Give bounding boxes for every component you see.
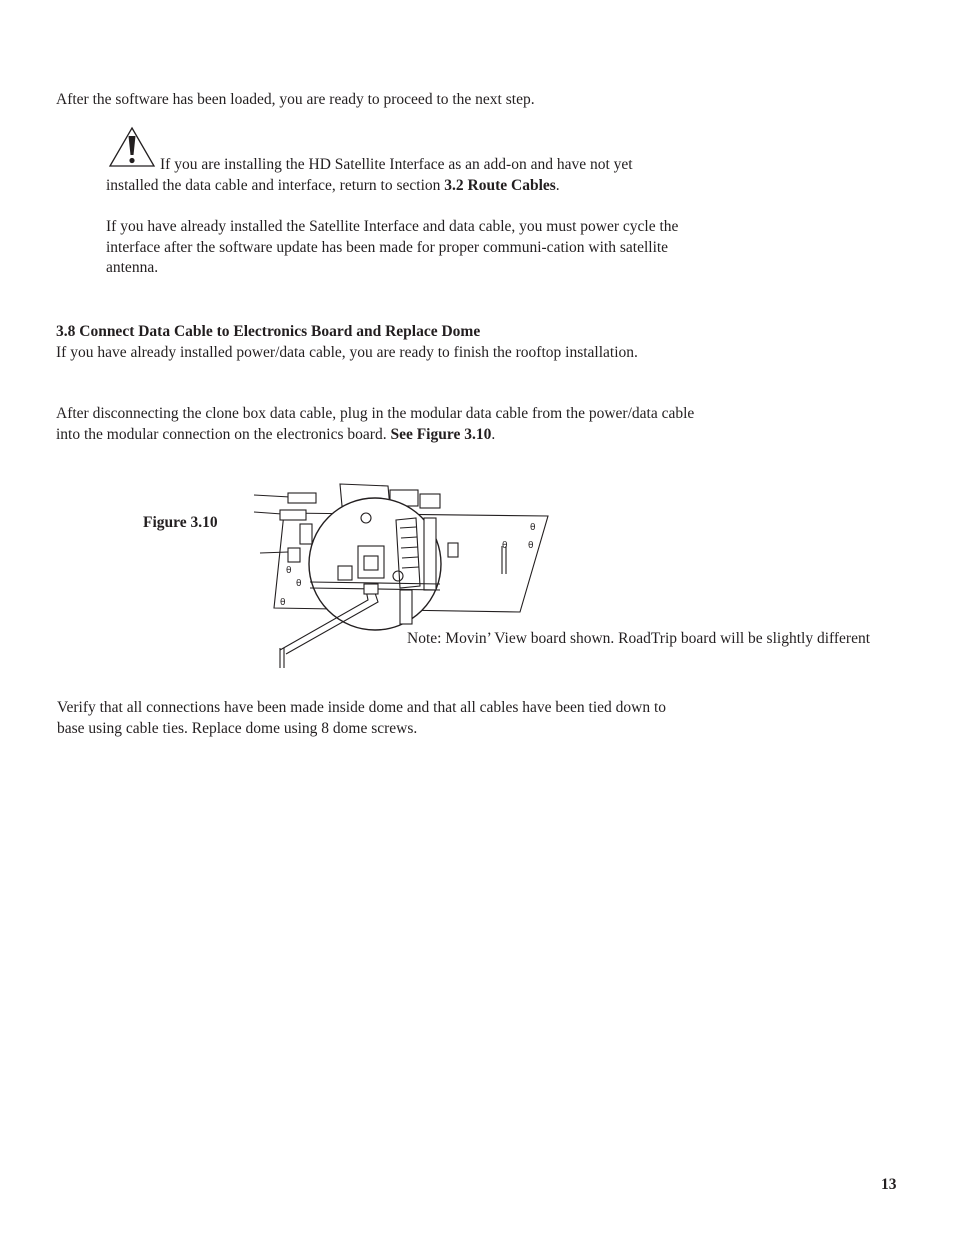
section-heading: 3.8 Connect Data Cable to Electronics Board and Replace Dome — [56, 323, 481, 340]
warning-paragraph — [106, 155, 686, 196]
power-cycle-paragraph: If you have already installed the Satellite Interface and data cable, you must power cycle the interface after the software update has been made for proper communi-cation with satellite antenna. — [106, 218, 679, 276]
warning-text-end: . — [555, 176, 560, 194]
page-number: 13 — [881, 1176, 897, 1193]
svg-text:θ: θ — [296, 579, 302, 589]
svg-text:θ: θ — [502, 541, 508, 551]
svg-text:θ: θ — [286, 566, 292, 576]
figure-reference: See Figure 3.10 — [390, 425, 492, 443]
warning-text: If you are installing the HD Satellite Interface as an add-on and have not yet installed the data cable and interface, return to section — [106, 156, 633, 194]
section-paragraph-2 — [56, 404, 696, 445]
figure-note: Note: Movin’ View board shown. RoadTrip board will be slightly different — [407, 630, 871, 647]
section-paragraph-2-end: . — [491, 425, 496, 443]
verify-paragraph: Verify that all connections have been made inside dome and that all cables have been tied down to base using cable ties. Replace dome using 8 dome screws. — [57, 699, 667, 737]
section-paragraph-1: If you have already installed power/data cable, you are ready to finish the rooftop installation. — [56, 344, 638, 361]
figure-label: Figure 3.10 — [143, 514, 218, 531]
svg-text:θ: θ — [530, 523, 536, 533]
svg-text:θ: θ — [528, 541, 534, 551]
svg-text:θ: θ — [280, 598, 286, 608]
section-paragraph-2-text: After disconnecting the clone box data cable, plug in the modular data cable from the power/data cable into the modular connection on the electronics board. — [56, 405, 695, 443]
section-reference: 3.2 Route Cables — [444, 176, 556, 194]
intro-paragraph: After the software has been loaded, you are ready to proceed to the next step. — [56, 91, 535, 108]
